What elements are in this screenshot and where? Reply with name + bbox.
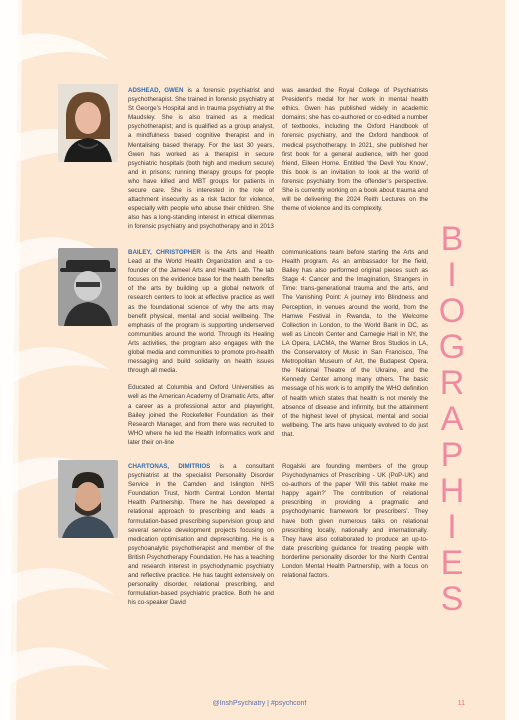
biography-paragraph: Educated at Columbia and Oxford Universities as well as the American Academy of Dramatic Arts, after a career as a professional actor and playwright, Bailey joined the Rockefeller Foundation as their Research Manager, and from there was recruited to WHO where he led the Health Informatics work and later their on-line [128,384,274,446]
biography-paragraph: is a consultant psychiatrist at the specialist Personality Disorder Service in the Camden and Islington NHS Foundation Trust, North Central London Mental Health Partnership. There he has developed a relational approach to prescribing and leads a formulation-based prescribing supervision group and several service development projects focusing on medication optimisation and deprescribing. He is a psychoanalytic psychotherapist and member of the British Psychotherapy Foundation. He has a teaching and research interest in psychodynamic psychiatry and reflective practice. He has taught extensively on personality disorder, relational prescribing, and formulation-based psychiatric practice. Both he and his co-speaker David [128,463,274,607]
biography-text [128,86,428,240]
biography-name: CHARTONAS, DIMITRIOS [128,463,211,470]
column-left [128,248,274,455]
portrait-photo [58,248,118,326]
biography-name: BAILEY, CHRISTOPHER [128,249,201,256]
column-right [282,86,428,240]
portrait-photo [58,460,118,538]
biography-name: ADSHEAD, GWEN [128,87,184,94]
column-right [282,462,428,616]
brush-edge-decoration [505,0,519,720]
portrait-photo [58,84,118,162]
biography-paragraph: is the Arts and Health Lead at the World Health Organization and a co-founder of the Jameel Arts and Health Lab. The lab focuses on the evidence base for the health benefits of the arts by building up a global network of research centers to look at effective practice as well as the foundational science of why the arts may benefit physical, mental and social wellbeing. The emphasis of the program is supporting underserved communities around the world. Through its Healing Arts activities, the program also engages with the global media and communities to promote pro-health messaging and build solidarity on health issues through all media. [128,249,274,375]
column-left [128,462,274,616]
biography-text [128,462,428,616]
column-right [282,248,428,455]
biography-paragraph: communications team before starting the Arts and Health program. As an ambassador for the field, Bailey has also performed original pieces such as Stage 4: Cancer and the Imagination, Strangers in Time: trans-generational trauma and the arts, and The Vanishing Point: A journey into Blindness and Perception, in venues around the world, from the Hamwe Festival in Rwanda, to the Welcome Collection in London, to the World Bank in DC, as well as Lincoln Center and Carnegie Hall in NY, the LA Opera, LACMA, the Warner Bros Studios in LA, the Conservatory of Music in San Francisco, The Metropolitan Museum of Art, the Budapest Opera, the National Theatre of the Ukraine, and the Kennedy Center among many others. The basic message of his work is to amplify the WHO definition of health which states that health is not merely the absence of disease and infirmity, but the attainment of the highest level of physical, mental and social wellbeing. The arts have uniquely evolved to do just that. [282,249,428,438]
page-number: 11 [457,700,465,707]
biography-text [128,248,428,455]
biography-paragraph: Rogalski are founding members of the group Psychodynamics of Prescribing - UK (PoP-UK) and co-authors of the paper ‘Will this tablet make me happy again?’ The contribution of relational prescribing in providing a pragmatic and psychodynamic framework for prescribers’. They have both given numerous talks on relational prescribing locally, nationally and internationally. They have also collaborated to produce an up-to-date prescribing guidance for treating people with borderline personality disorder for the North Central London Mental Health Partnership, with a focus on relational factors. [282,463,428,580]
footer-social-handles: @IrishPsychiatry | #psychconf [212,700,307,707]
column-left [128,86,274,240]
biography-paragraph: was awarded the Royal College of Psychiatrists President’s medal for her work in mental health ethics. Gwen has published widely in academic domains; she has co-authored or co-edited a number of textbooks, including the Oxford Handbook of forensic psychiatry, and the Oxford handbook of medical psychotherapy. In 2021, she published her first book for a general audience, with her good friend, Eileen Horne. Entitled ‘the Devil You Know’, this book is an invitation to look at the world of forensic psychiatry from the offender’s perspective. She is currently working on a book about trauma and will be delivering the 2024 Reith Lectures on the theme of violence and its complexity. [282,87,428,213]
biography-paragraph: is a forensic psychiatrist and psychotherapist. She trained in forensic psychiatry at St George’s Hospital and in trauma psychiatry at the Maudsley. She is also trained as a medical psychotherapist; and is qualified as a group analyst, a mindfulness based cognitive therapist and in Mentalising based therapy. For the last 30 years, Gwen has worked as a therapist in secure psychiatric hospitals (both high and medium secure) and in prisons; running therapy groups for people who have killed and MBT groups for patients in secure care. She is interested in the role of attachment insecurity as a risk factor for violence, especially with people who abuse their children. She also has a long-standing interest in ethical dilemmas in forensic psychiatry and psychotherapy and in 2013 [128,87,274,231]
page-title: BIOGRAPHIES [433,220,471,616]
